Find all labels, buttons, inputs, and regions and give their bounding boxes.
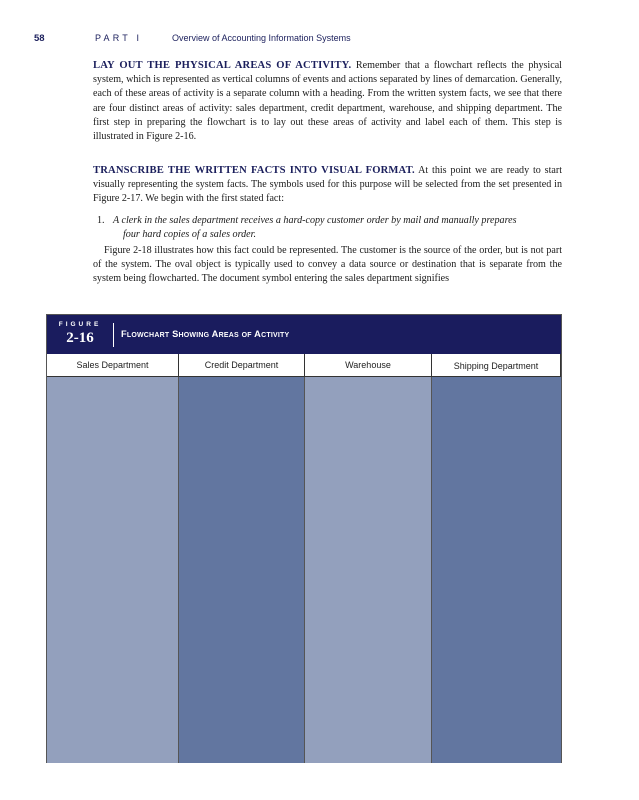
list-item	[93, 214, 562, 241]
section-heading: TRANSCRIBE THE WRITTEN FACTS INTO VISUAL FORMAT.	[93, 165, 415, 176]
part-label: PART I	[95, 33, 143, 43]
column-sales	[47, 377, 179, 763]
figure-2-16	[46, 314, 562, 763]
page-number: 58	[34, 33, 45, 44]
section-text: At this point we are ready to start visually representing the system facts. The symbols used for this purpose will be selected from the set presented in Figure 2-17. We begin with the first stated fact:	[93, 165, 563, 205]
figure-title: Flowchart Showing Areas of Activity	[121, 329, 290, 339]
figure-divider	[113, 323, 114, 347]
section-physical-areas	[93, 59, 562, 144]
list-line-2: four hard copies of a sales order.	[123, 228, 256, 240]
figure-number: 2-16	[66, 330, 94, 346]
list-number: 1.	[97, 215, 105, 226]
section-text: Remember that a flowchart reflects the physical system, which is represented as vertical columns of events and actions separated by lines of demarcation. Generally, each of these areas of activity is a separate column with a heading. From the written system facts, we see that there are four distinct areas of activity: sales department, credit department, warehouse, and shipping department. The first step in preparing the flowchart is to lay out these areas of activity and label each of them. This step is illustrated in Figure 2-16.	[93, 60, 562, 143]
column-header-sales: Sales Department	[47, 354, 179, 377]
running-header	[0, 33, 639, 47]
figure-label: FIGURE	[58, 321, 102, 328]
column-shipping	[432, 377, 561, 763]
paragraph-figure-explanation: Figure 2-18 illustrates how this fact could be represented. The customer is the source of the order, but is not part of the system. The oval object is typically used to convey a data source or destination that is separate from the system being flowcharted. The document symbol entering the sales department signifies	[93, 245, 562, 285]
column-header-warehouse: Warehouse	[305, 354, 432, 377]
list-line-1: A clerk in the sales department receives a hard-copy customer order by mail and manually prepares	[113, 215, 517, 226]
column-warehouse	[305, 377, 432, 763]
section-transcribe	[93, 164, 562, 207]
column-header-credit: Credit Department	[179, 354, 305, 377]
column-credit	[179, 377, 305, 763]
figure-number-box	[47, 315, 113, 354]
column-header-shipping: Shipping Department	[432, 354, 561, 377]
section-heading: LAY OUT THE PHYSICAL AREAS OF ACTIVITY.	[93, 60, 352, 71]
running-title: Overview of Accounting Information Systems	[172, 33, 351, 43]
